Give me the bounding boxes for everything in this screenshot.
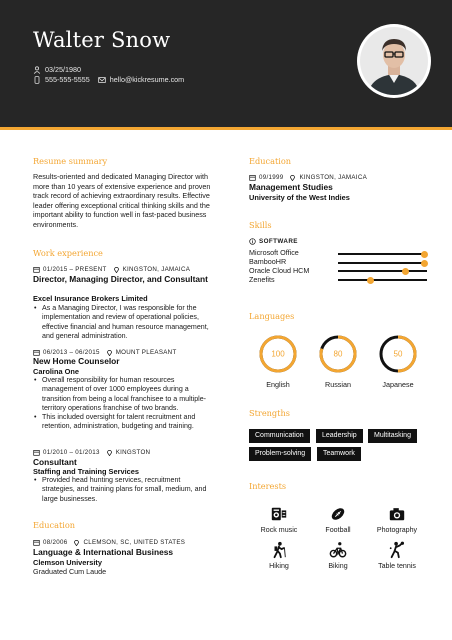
table-tennis-icon: [388, 541, 406, 559]
job-title: Consultant: [33, 457, 77, 467]
job-bullet: • As a Managing Director, I was responsible for the implementation and review of operational policies, effective financial and human resource management, and general administration.: [33, 304, 213, 341]
location-pin-icon: [113, 266, 120, 273]
job-title: Director, Managing Director, and Consultant: [33, 274, 208, 284]
languages-title: Languages: [249, 311, 295, 321]
interest-item: [246, 541, 312, 570]
strength-tag: Communication: [249, 429, 310, 443]
job-dates: 01/2010 – 01/2013: [43, 449, 100, 456]
calendar-icon: [33, 266, 40, 273]
job-location: KINGSTON, JAMAICA: [122, 266, 191, 273]
language-ring: [378, 334, 418, 374]
job-company: Staffing and Training Services: [33, 467, 139, 476]
skill-level-dot: [421, 260, 428, 267]
summary-text: Results-oriented and dedicated Managing Director with more than 10 years of extensive experience and proven track record of achieving extraordinary results. Effective leader offering exceptional critical thinking skills and the important ability to function well in fast-paced business environments.: [33, 172, 211, 229]
interest-item: [305, 541, 371, 570]
education-meta: [249, 174, 367, 181]
interest-item: [246, 505, 312, 534]
education-degree: Language & International Business: [33, 547, 174, 557]
language-name: Japanese: [382, 380, 414, 389]
interest-label: Football: [325, 526, 351, 534]
job-title: New Home Counselor: [33, 356, 120, 366]
skill-name: BambooHR: [249, 257, 287, 266]
job-bullets: [33, 476, 213, 504]
language-name: English: [266, 380, 290, 389]
job-meta: [33, 266, 190, 273]
language-name: Russian: [325, 380, 351, 389]
location-pin-icon: [106, 449, 113, 456]
skill-level-dot: [421, 251, 428, 258]
job-company: Excel Insurance Brokers Limited: [33, 294, 148, 303]
education-location: CLEMSON, SC, UNITED STATES: [83, 539, 186, 546]
skill-name: Microsoft Office: [249, 248, 299, 257]
portrait-photo: [360, 27, 428, 95]
info-icon: [249, 238, 256, 245]
skills-title: Skills: [249, 220, 272, 230]
education-school: Clemson University: [33, 558, 103, 567]
education-date: 08/2006: [43, 539, 68, 546]
location-pin-icon: [73, 539, 80, 546]
bike-icon: [329, 541, 347, 559]
language-value: 50: [393, 349, 403, 359]
strength-tag: Teamwork: [317, 447, 361, 461]
skill-bar: [338, 279, 427, 281]
job-bullet: • This included oversight for talent recruitment and retention, administration, budgeting and training.: [33, 413, 213, 432]
skill-bar: [338, 253, 427, 255]
strength-tag: Leadership: [316, 429, 363, 443]
language-value: 80: [333, 349, 343, 359]
education-location: KINGSTON, JAMAICA: [299, 174, 368, 181]
calendar-icon: [33, 539, 40, 546]
job-location: MOUNT PLEASANT: [115, 349, 177, 356]
job-bullet: • Overall responsibility for human resources management of over 1000 employees during a transition from being a local franchisee to a multiple-territory operations franchise of two brands.: [33, 376, 213, 413]
education-school: University of the West Indies: [249, 193, 350, 202]
education-meta: [33, 539, 185, 546]
resume-header: [0, 0, 452, 130]
calendar-icon: [33, 349, 40, 356]
job-dates: 01/2015 – PRESENT: [43, 266, 107, 273]
contact-row: [33, 75, 184, 84]
strength-tag: Problem-solving: [249, 447, 311, 461]
strengths-title: Strengths: [249, 408, 290, 418]
interest-label: Hiking: [269, 562, 289, 570]
interest-label: Biking: [328, 562, 348, 570]
job-dates: 06/2013 – 06/2015: [43, 349, 100, 356]
football-icon: [329, 505, 347, 523]
language-gauge: [378, 334, 418, 374]
language-gauge: [318, 334, 358, 374]
language-gauge: [258, 334, 298, 374]
job-meta: [33, 449, 150, 456]
birthdate: 03/25/1980: [45, 65, 81, 74]
job-meta: [33, 349, 177, 356]
job-bullet: • Provided head hunting services, recruitment strategies, and training plans for small, medium, and large businesses.: [33, 476, 213, 504]
person-name: Walter Snow: [33, 28, 171, 52]
hiking-icon: [270, 541, 288, 559]
avatar: [357, 24, 431, 98]
strength-tag: Multitasking: [368, 429, 417, 443]
person-icon: [33, 66, 41, 74]
location-pin-icon: [106, 349, 113, 356]
education-note: Graduated Cum Laude: [33, 567, 107, 576]
interest-item: [305, 505, 371, 534]
interest-label: Rock music: [260, 526, 298, 534]
interest-item: [364, 505, 430, 534]
interest-label: Photography: [376, 526, 418, 534]
education-title-right: Education: [249, 156, 292, 166]
job-bullets: [33, 304, 213, 341]
education-title-left: Education: [33, 520, 76, 530]
interest-item: [364, 541, 430, 570]
birthdate-row: [33, 65, 81, 74]
job-location: KINGSTON: [115, 449, 151, 456]
language-value: 100: [271, 349, 285, 359]
calendar-icon: [33, 449, 40, 456]
skill-name: Oracle Cloud HCM: [249, 266, 310, 275]
skill-bar: [338, 270, 427, 272]
skill-category-label: SOFTWARE: [259, 238, 298, 245]
phone: 555-555-5555: [45, 75, 90, 84]
email[interactable]: hello@kickresume.com: [109, 75, 185, 84]
skill-category: [249, 238, 298, 245]
guitar-amp-icon: [270, 505, 288, 523]
education-date: 09/1999: [259, 174, 284, 181]
interests-title: Interests: [249, 481, 287, 491]
calendar-icon: [249, 174, 256, 181]
location-pin-icon: [289, 174, 296, 181]
skill-name: Zenefits: [249, 275, 275, 284]
skill-level-dot: [402, 268, 409, 275]
language-ring: [258, 334, 298, 374]
summary-title: Resume summary: [33, 156, 108, 166]
phone-icon: [33, 76, 41, 84]
job-bullets: [33, 376, 213, 432]
camera-icon: [388, 505, 406, 523]
job-company: Carolina One: [33, 367, 79, 376]
education-degree: Management Studies: [249, 182, 333, 192]
skill-level-dot: [367, 277, 374, 284]
work-title: Work experience: [33, 248, 103, 258]
skill-bar: [338, 262, 427, 264]
language-ring: [318, 334, 358, 374]
email-icon: [98, 76, 106, 84]
interest-label: Table tennis: [378, 562, 416, 570]
